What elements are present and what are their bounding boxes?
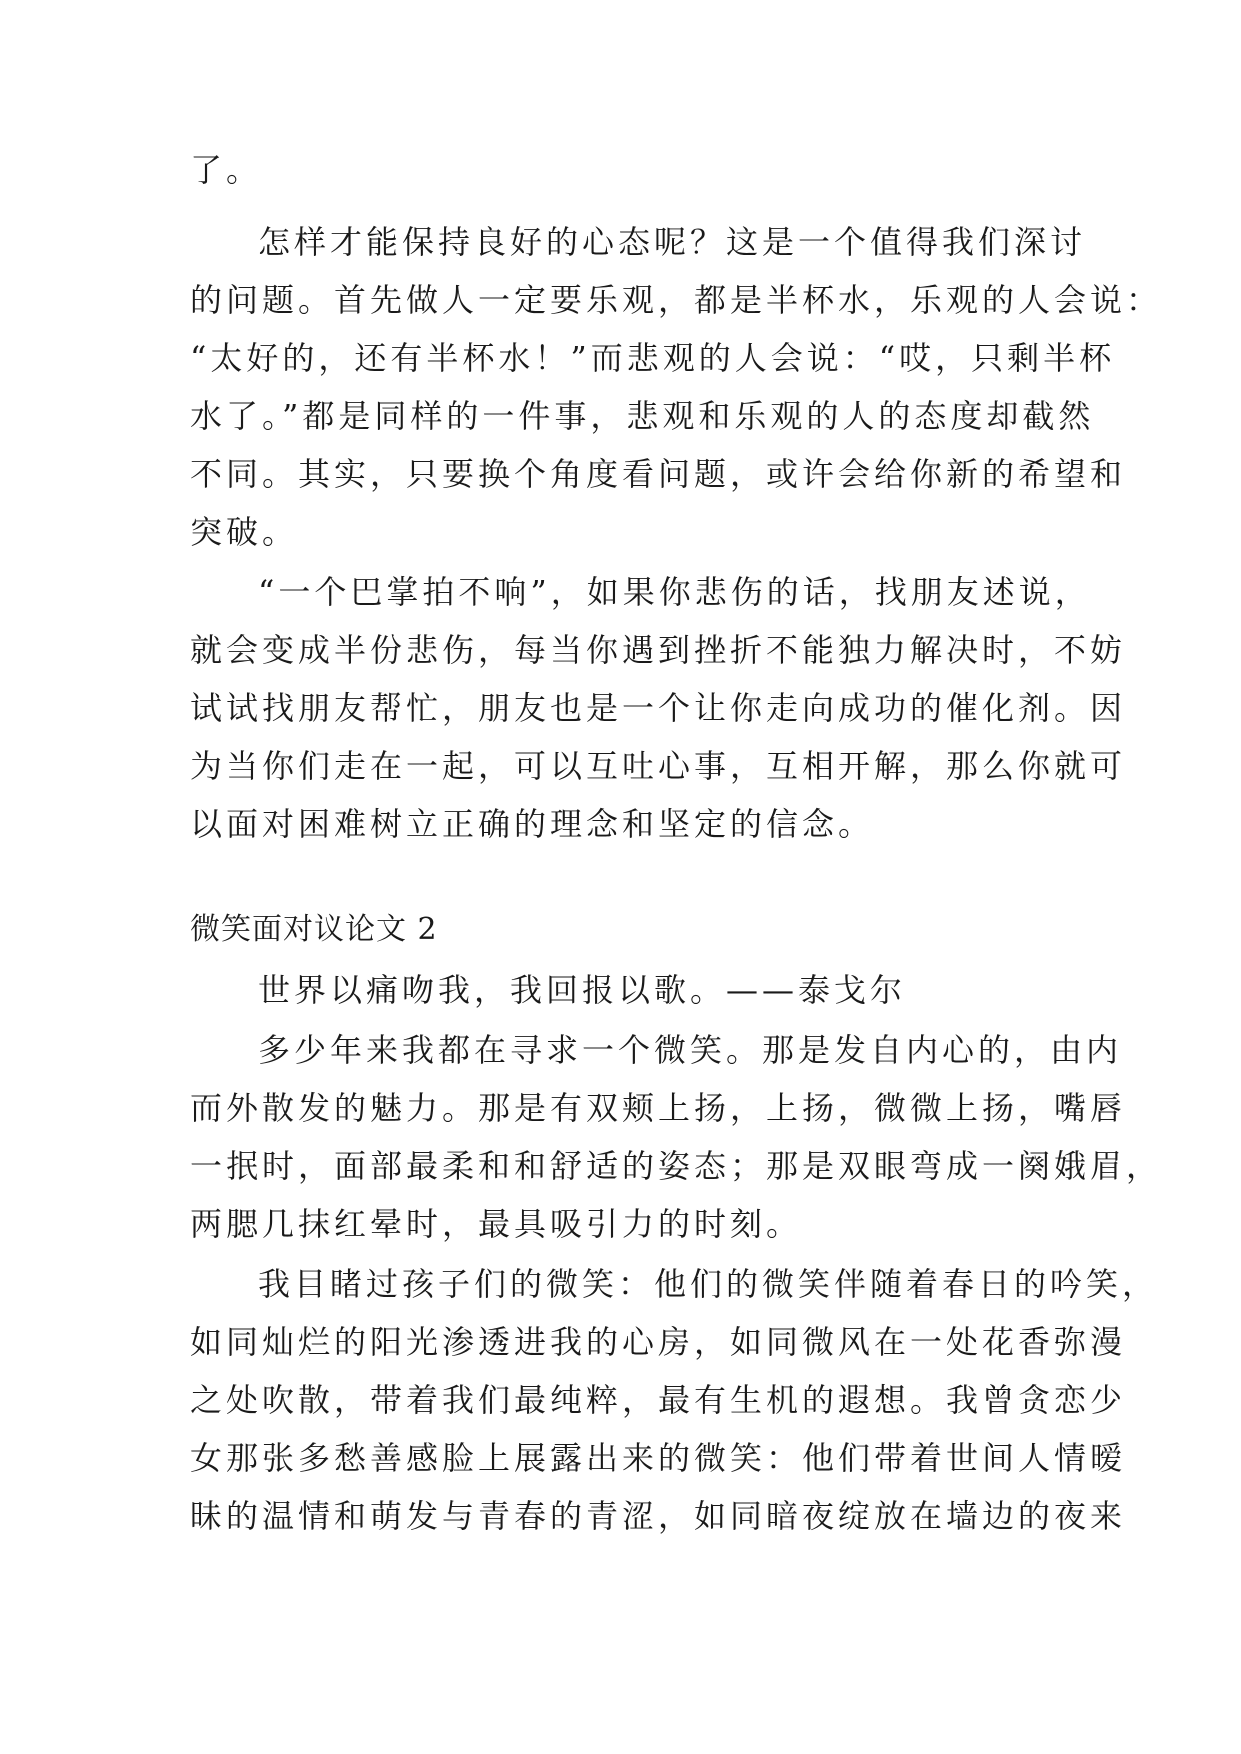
quote-line: 世界以痛吻我，我回报以歌。——泰戈尔 — [258, 971, 907, 1009]
paragraph-line: 多少年来我都在寻求一个微笑。那是发自内心的，由内 — [258, 1031, 1123, 1069]
paragraph-line: 一抿时，面部最柔和和舒适的姿态；那是双眼弯成一阕娥眉， — [190, 1147, 1163, 1185]
paragraph-line: 不同。其实，只要换个角度看问题，或许会给你新的希望和 — [190, 455, 1127, 493]
paragraph-line: “太好的，还有半杯水！”而悲观的人会说：“哎，只剩半杯 — [190, 339, 1116, 377]
section-title: 微笑面对议论文 2 — [190, 912, 438, 947]
paragraph-line: 试试找朋友帮忙，朋友也是一个让你走向成功的催化剂。因 — [190, 689, 1127, 727]
paragraph-line: “一个巴掌拍不响”，如果你悲伤的话，找朋友述说， — [258, 573, 1091, 611]
paragraph-line: 以面对困难树立正确的理念和坚定的信念。 — [190, 805, 875, 843]
paragraph-line: 如同灿烂的阳光渗透进我的心房，如同微风在一处花香弥漫 — [190, 1323, 1127, 1361]
paragraph-line: 水了。”都是同样的一件事，悲观和乐观的人的态度却截然 — [190, 397, 1095, 435]
paragraph-line: 之处吹散，带着我们最纯粹，最有生机的遐想。我曾贪恋少 — [190, 1381, 1127, 1419]
paragraph-line: 为当你们走在一起，可以互吐心事，互相开解，那么你就可 — [190, 747, 1127, 785]
paragraph-line: 我目睹过孩子们的微笑：他们的微笑伴随着春日的吟笑， — [258, 1265, 1159, 1303]
paragraph-line: 突破。 — [190, 513, 299, 551]
paragraph-line: 昧的温情和萌发与青春的青涩，如同暗夜绽放在墙边的夜来 — [190, 1497, 1127, 1535]
paragraph-line: 就会变成半份悲伤，每当你遇到挫折不能独力解决时，不妨 — [190, 631, 1127, 669]
paragraph-line: 怎样才能保持良好的心态呢？这是一个值得我们深讨 — [258, 223, 1087, 261]
paragraph-line: 了。 — [190, 151, 263, 189]
paragraph-line: 两腮几抹红晕时，最具吸引力的时刻。 — [190, 1205, 803, 1243]
paragraph-line: 女那张多愁善感脸上展露出来的微笑：他们带着世间人情暧 — [190, 1439, 1127, 1477]
paragraph-line: 而外散发的魅力。那是有双颊上扬，上扬，微微上扬，嘴唇 — [190, 1089, 1127, 1127]
paragraph-line: 的问题。首先做人一定要乐观，都是半杯水，乐观的人会说： — [190, 281, 1163, 319]
